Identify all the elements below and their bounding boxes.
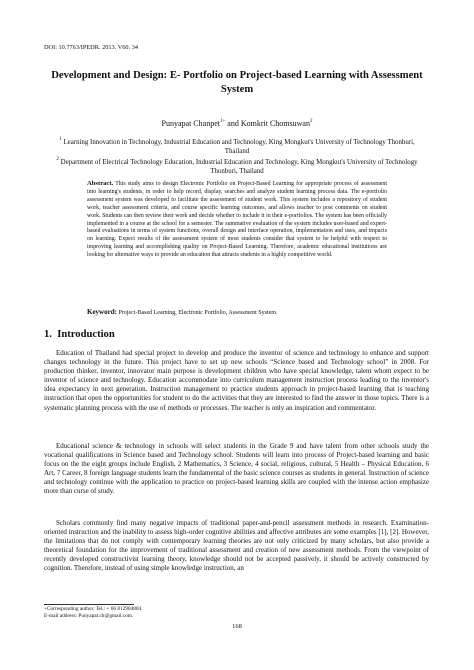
abstract-text: This study aims to design Electronic Portfolio on Project-Based Learning for appropriate process of assessment into learning's students, in order to help record, display, searches and analyze student learning process data. The e-portfolio assessment system was developed to facilitate the assessment of student work. This system includes a repository of student work, teacher assessment criteria, and course specific learning outcomes, and allows teacher to post comments on student work. Students can then review their work and decide whether to include it in their e-portfolios. The system has been officially implemented in a course at the school for a semester. The summative evaluation of the system includes user-based and expert-based evaluations in terms of system functions, overall design and interface operation, implementation and uses, and impacts on learning. Expect results of the assessment system of most students consider that system to be helpful with respect to improving learning and accomplishing quality on Project-Based Learning. Therefore, academic educational institutions are looking for alternative ways to provide an education that attracts students in a highly competitive world. [87,181,387,259]
author-conjunction: and [225,119,241,128]
paper-title: Development and Design: E- Portfolio on Project-based Learning with Assessment System [51,70,423,95]
keywords [87,308,387,317]
body-paragraph-2 [44,442,429,497]
affiliation-2-marker: 2 [56,157,59,162]
author-1-marker: 1+ [219,119,226,124]
section-heading [44,329,115,340]
section-number: 1. [44,329,52,340]
author-2: Komkrit Chomsuwan [240,119,310,128]
keywords-text: Project-Based Learning, Electronic Portfolio, Assessment System. [116,310,278,316]
footnote-1: +Corresponding author. Tel.: + 66 812904804. [44,606,143,612]
page-number: 168 [232,623,242,630]
author-1: Punyapat Chanpet [161,119,220,128]
abstract [87,180,387,260]
body-paragraph-1 [44,349,429,413]
author-line [40,119,434,128]
affiliation-2-text: Department of Electrical Technology Education, Industrial Education and Technology, King Mongkut's University of Technology Thonburi, Thailand [58,159,418,175]
paragraph-3-text: Scholars commonly find many negative impacts of traditional paper-and-pencil assessment methods in research. Examination-oriented instruction and the inability to assess high-order cognitive abilities and affective attributes are some examples [1], [2]. However, the limitations that do not comply with contemporary learning theories are not only criticized by many scholars, but also provide a theoretical foundation for the improvement of traditional assessment and creation of new assessment methods. From the viewpoint of recently developed constructivist learning theory, knowledge should not be accepted passively, it should be actively constructed by cognition. Therefore, instead of using simple knowledge instruction, an [44,519,429,573]
footnote-2: E-mail address: Punyapat.ch@gmail.com. [44,613,134,619]
footnote-rule [44,604,134,605]
body-paragraph-3 [44,519,429,574]
doi-line: DOI: 10.7763/IPEDR. 2013. V60. 34 [44,44,138,51]
abstract-label: Abstract. [87,180,114,187]
keywords-label: Keyword: [87,308,117,316]
affiliation-1-text: Learning Innovation in Technology, Industrial Education and Technology, King Mongkut's University of Technology Thonburi, Thailand [61,139,415,155]
affiliation-1 [52,138,422,156]
section-title: Introduction [57,329,115,340]
author-2-marker: 2 [309,119,313,124]
affiliation-2 [52,158,422,176]
paragraph-1-text: Education of Thailand had special project to develop and produce the inventor of science and technology to enhance and support changes technology in the future. This project have to set up new schools “Science based and Technology school” in 2008. For production thinker, inventor, innovator main purpose is development children who have special knowledge, talent whom expect to be inventor of science and technology. Education accommodate into curriculum management instruction process leading to the inventor's idea expectancy in next generation. Instruction management to practice students approach in project-based learning that is teaching instruction that open the opportunities for student to do the activities that they are interested to find the answer in those topics. There is a systematic planning process with the use of methods or processes. The teacher is only an inspiration and commentator. [44,349,429,412]
affiliation-1-marker: 1 [59,137,62,142]
paragraph-2-text: Educational science & technology in schools will select students in the Grade 9 and have talent from other schools study the vocational qualifications in Science based and Technology school. Students will learn into process of Project-based learning and basic focus on the the eight groups include English, 2 Mathematics, 3 Science, 4 social, religious, cultural, 5 Health – Physical Education, 6 Art, 7 Career, 8 foreign language students learn the fundamental of the basic science courses as students in general. Instruction of science and technology continue with the application to practice on project-based learning skills are coupled with the intense action emphasize more than curse of study. [44,442,429,496]
